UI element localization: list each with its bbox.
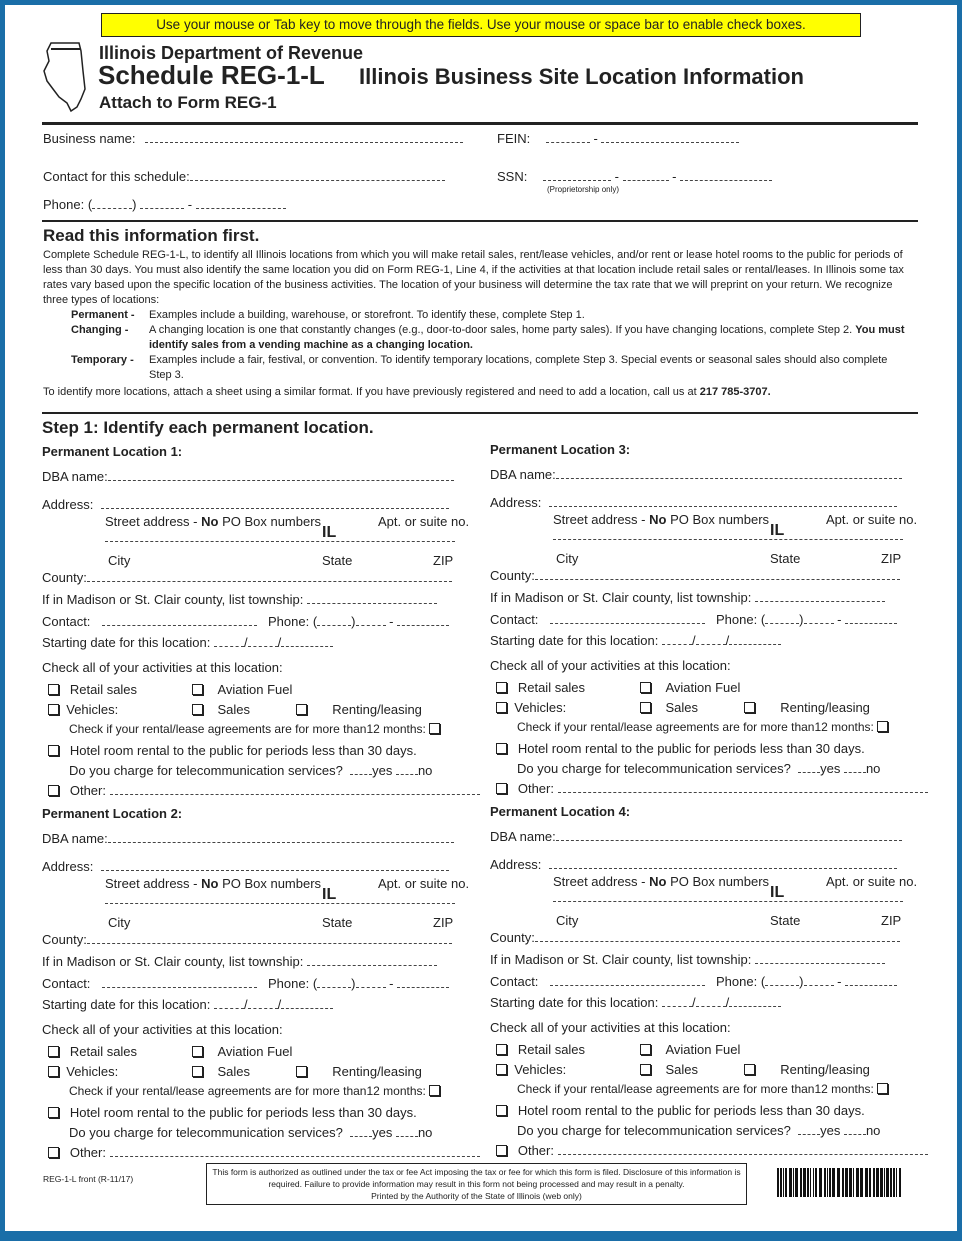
type-term: Temporary - (71, 354, 134, 366)
barcode-bar (810, 1168, 811, 1197)
location-title: Permanent Location 4: (490, 804, 631, 819)
start-date-field[interactable]: Starting date for this location: / / (42, 635, 333, 650)
city-hint: City (108, 915, 131, 930)
address-field[interactable]: Address: (490, 857, 897, 872)
check-all-label: Check all of your activities at this location: (490, 1020, 731, 1035)
dba-field[interactable]: DBA name: (490, 829, 902, 844)
phone-field[interactable]: Phone: ( ) - (268, 614, 449, 629)
other-checkbox[interactable]: Other: (48, 783, 480, 798)
dba-field[interactable]: DBA name: (42, 831, 454, 846)
type-term: Changing - (71, 324, 129, 336)
barcode-bar (793, 1168, 794, 1197)
apt-hint: Apt. or suite no. (378, 514, 470, 529)
legal-notice (206, 1163, 747, 1205)
barcode-bar (813, 1168, 814, 1197)
step1-heading: Step 1: Identify each permanent location. (42, 418, 374, 437)
printed-by: Printed by the Authority of the State of Illinois (web only) (371, 1191, 582, 1201)
retail-sales-checkbox[interactable]: Retail sales (496, 680, 585, 695)
address-field[interactable]: Address: (490, 495, 897, 510)
form-page (5, 5, 957, 1231)
vehicle-renting-checkbox[interactable]: Renting/leasing (744, 1062, 870, 1077)
dba-field[interactable]: DBA name: (490, 467, 902, 482)
barcode-bar (845, 1168, 848, 1197)
barcode-bar (886, 1168, 889, 1197)
retail-sales-checkbox[interactable]: Retail sales (496, 1042, 585, 1057)
zip-hint: ZIP (881, 551, 902, 566)
other-checkbox[interactable]: Other: (48, 1145, 480, 1160)
permanent-location-2 (42, 806, 472, 1166)
barcode-bar (849, 1168, 852, 1197)
state-value: IL (770, 522, 785, 539)
start-date-field[interactable]: Starting date for this location: / / (42, 997, 333, 1012)
retail-sales-checkbox[interactable]: Retail sales (48, 1044, 137, 1059)
telecom-question[interactable]: Do you charge for telecommunication services? yes no (69, 1125, 433, 1140)
type-term: Permanent - (71, 309, 135, 321)
permanent-location-4 (490, 804, 920, 1164)
county-field[interactable]: County: (42, 570, 452, 585)
barcode-bar (893, 1168, 895, 1197)
fein-label: FEIN: (497, 131, 531, 146)
notice-text: This form is authorized as outlined under the tax or fee Act imposing the tax or fee for which this form is filed. Disclosure of this information is required. Failure to provide information may result in this form not being processed and may result in a penalty. (212, 1167, 741, 1189)
barcode-bar (896, 1168, 897, 1197)
barcode-bar (829, 1168, 831, 1197)
type-text: A changing location is one that constantly changes (e.g., door-to-door sales, home party sales). If you have changing locations, complete Step 2. You must identify sales from a vending machine as a changing location. (149, 324, 905, 351)
hotel-rental-checkbox[interactable]: Hotel room rental to the public for periods less than 30 days. (496, 1103, 865, 1118)
apt-hint: Apt. or suite no. (826, 874, 918, 889)
aviation-fuel-checkbox[interactable]: Aviation Fuel (192, 1044, 292, 1059)
phone-field[interactable]: Phone: ( ) - (716, 612, 897, 627)
barcode-bar (890, 1168, 892, 1197)
hotel-rental-checkbox[interactable]: Hotel room rental to the public for periods less than 30 days. (496, 741, 865, 756)
barcode-bar (884, 1168, 885, 1197)
telecom-question[interactable]: Do you charge for telecommunication services? yes no (517, 761, 881, 776)
retail-sales-checkbox[interactable]: Retail sales (48, 682, 137, 697)
barcode-bar (783, 1168, 784, 1197)
start-date-field[interactable]: Starting date for this location: / / (490, 633, 781, 648)
apt-hint: Apt. or suite no. (826, 512, 918, 527)
barcode-bar (815, 1168, 817, 1197)
county-field[interactable]: County: (490, 930, 900, 945)
info-heading: Read this information first. (43, 226, 260, 245)
check-all-label: Check all of your activities at this location: (42, 1022, 283, 1037)
over-12-months-checkbox[interactable]: Check if your rental/lease agreements are for more than12 months: (517, 1082, 888, 1096)
type-changing (71, 323, 911, 353)
city-state-zip-field[interactable] (105, 524, 455, 542)
type-text: Examples include a building, warehouse, or storefront. To identify these, complete Step 1. (149, 309, 585, 321)
city-hint: City (556, 551, 579, 566)
vehicles-checkbox[interactable]: Vehicles: (496, 1062, 566, 1077)
info-intro: Complete Schedule REG-1-L, to identify all Illinois locations from which you will make retail sales, rent/lease vehicles, and/or rent or lease hotel rooms to the public for periods of less than 30 days. You must also identify the same location you did on Form REG-1, Line 4, if the activities at that location include retail sales or rental/leases. In Illinois some tax rates vary based upon the specific location of the business activities. The location of your business will determine the tax rate that we will preprint on your return. We recognize three types of locations: (43, 249, 904, 306)
state-hint: State (322, 553, 353, 568)
phone-label: Phone: (43, 197, 85, 212)
zip-hint: ZIP (433, 915, 454, 930)
county-field[interactable]: County: (490, 568, 900, 583)
contact-field[interactable]: Contact: (490, 974, 705, 989)
street-hint: Street address - No PO Box numbers (553, 874, 770, 889)
barcode-bar (780, 1168, 782, 1197)
city-state-zip-field[interactable] (553, 884, 903, 902)
vehicle-renting-checkbox[interactable]: Renting/leasing (744, 700, 870, 715)
location-types (71, 308, 911, 383)
barcode-bar (842, 1168, 844, 1197)
barcode-bar (880, 1168, 883, 1197)
state-value: IL (322, 524, 337, 541)
contact-field[interactable]: Contact: (42, 976, 257, 991)
other-checkbox[interactable]: Other: (496, 781, 928, 796)
aviation-fuel-checkbox[interactable]: Aviation Fuel (640, 680, 740, 695)
location-title: Permanent Location 2: (42, 806, 183, 821)
apt-hint: Apt. or suite no. (378, 876, 470, 891)
state-hint: State (770, 913, 801, 928)
contact-field[interactable] (43, 169, 445, 184)
telecom-question[interactable]: Do you charge for telecommunication services? yes no (69, 763, 433, 778)
barcode-bar (803, 1168, 806, 1197)
aviation-fuel-checkbox[interactable]: Aviation Fuel (640, 1042, 740, 1057)
divider (42, 412, 918, 414)
township-field[interactable]: If in Madison or St. Clair county, list township: (490, 952, 885, 967)
state-hint: State (770, 551, 801, 566)
barcode-bar (824, 1168, 826, 1197)
over-12-months-checkbox[interactable]: Check if your rental/lease agreements are for more than12 months: (69, 722, 440, 736)
vehicles-checkbox[interactable]: Vehicles: (48, 702, 118, 717)
illinois-map-icon (41, 41, 89, 113)
contact-label: Contact for this schedule: (43, 169, 190, 184)
contact-field[interactable]: Contact: (42, 614, 257, 629)
vehicle-sales-checkbox[interactable]: Sales (192, 702, 250, 717)
ssn-label: SSN: (497, 169, 528, 184)
divider (42, 220, 918, 222)
city-hint: City (556, 913, 579, 928)
location-title: Permanent Location 1: (42, 444, 183, 459)
check-all-label: Check all of your activities at this location: (42, 660, 283, 675)
barcode-bar (807, 1168, 809, 1197)
more-locations-note: To identify more locations, attach a sheet using a similar format. If you have previously registered and need to add a location, call us at 217 785-3707. (43, 386, 771, 398)
check-all-label: Check all of your activities at this location: (490, 658, 731, 673)
phone-field[interactable]: Phone: ( ) - (43, 197, 286, 212)
city-state-zip-field[interactable] (105, 886, 455, 904)
business-name-label: Business name: (43, 131, 136, 146)
city-hint: City (108, 553, 131, 568)
aviation-fuel-checkbox[interactable]: Aviation Fuel (192, 682, 292, 697)
barcode-bar (777, 1168, 779, 1197)
state-hint: State (322, 915, 353, 930)
ssn-field[interactable]: SSN: - - (497, 169, 772, 184)
zip-hint: ZIP (881, 913, 902, 928)
form-title: Illinois Business Site Location Information (359, 64, 804, 89)
agency-name: Illinois Department of Revenue (99, 43, 364, 63)
type-text: Examples include a fair, festival, or convention. To identify temporary locations, complete Step 3. Special events or seasonal sales should also complete Step 3. (149, 354, 888, 381)
hotel-rental-checkbox[interactable]: Hotel room rental to the public for periods less than 30 days. (48, 743, 417, 758)
street-hint: Street address - No PO Box numbers (105, 514, 322, 529)
barcode-bar (899, 1168, 901, 1197)
barcode-bar (795, 1168, 798, 1197)
phone-field[interactable]: Phone: ( ) - (268, 976, 449, 991)
vehicles-checkbox[interactable]: Vehicles: (48, 1064, 118, 1079)
barcode-bar (785, 1168, 787, 1197)
permanent-location-1 (42, 444, 472, 804)
city-state-zip-field[interactable] (553, 522, 903, 540)
business-name-field[interactable] (43, 131, 463, 146)
fein-field[interactable]: FEIN: - (497, 131, 739, 146)
divider (42, 122, 918, 125)
vehicle-sales-checkbox[interactable]: Sales (640, 1062, 698, 1077)
type-permanent (71, 308, 911, 323)
barcode-bar (837, 1168, 840, 1197)
vehicle-sales-checkbox[interactable]: Sales (192, 1064, 250, 1079)
permanent-location-3 (490, 442, 920, 802)
barcode-bar (853, 1168, 854, 1197)
state-value: IL (322, 886, 337, 903)
township-field[interactable]: If in Madison or St. Clair county, list township: (42, 954, 437, 969)
township-field[interactable]: If in Madison or St. Clair county, list township: (490, 590, 885, 605)
contact-phone: 217 785-3707. (699, 386, 771, 398)
location-title: Permanent Location 3: (490, 442, 631, 457)
instruction-banner: Use your mouse or Tab key to move through the fields. Use your mouse or space bar to enable check boxes. (101, 13, 861, 37)
barcode-bar (865, 1168, 868, 1197)
vehicles-checkbox[interactable]: Vehicles: (496, 700, 566, 715)
phone-field[interactable]: Phone: ( ) - (716, 974, 897, 989)
zip-hint: ZIP (433, 553, 454, 568)
contact-field[interactable]: Contact: (490, 612, 705, 627)
attach-note: Attach to Form REG-1 (99, 93, 277, 112)
barcode-bar (789, 1168, 792, 1197)
schedule-id: Schedule REG-1-L (98, 60, 325, 90)
barcode-bar (819, 1168, 822, 1197)
barcode-bar (800, 1168, 802, 1197)
form-id: REG-1-L front (R-11/17) (43, 1174, 134, 1184)
address-field[interactable]: Address: (42, 859, 449, 874)
barcode-bar (827, 1168, 828, 1197)
barcode-bar (856, 1168, 859, 1197)
telecom-question[interactable]: Do you charge for telecommunication services? yes no (517, 1123, 881, 1138)
state-value: IL (770, 884, 785, 901)
vehicle-renting-checkbox[interactable]: Renting/leasing (296, 1064, 422, 1079)
vehicle-renting-checkbox[interactable]: Renting/leasing (296, 702, 422, 717)
type-temporary (71, 353, 911, 383)
hotel-rental-checkbox[interactable]: Hotel room rental to the public for periods less than 30 days. (48, 1105, 417, 1120)
vehicle-sales-checkbox[interactable]: Sales (640, 700, 698, 715)
ssn-note: (Proprietorship only) (547, 185, 620, 194)
barcode-bar (869, 1168, 871, 1197)
dba-field[interactable]: DBA name: (42, 469, 454, 484)
street-hint: Street address - No PO Box numbers (105, 876, 322, 891)
township-field[interactable]: If in Madison or St. Clair county, list township: (42, 592, 437, 607)
barcode-bar (873, 1168, 875, 1197)
other-checkbox[interactable]: Other: (496, 1143, 928, 1158)
over-12-months-checkbox[interactable]: Check if your rental/lease agreements are for more than12 months: (517, 720, 888, 734)
county-field[interactable]: County: (42, 932, 452, 947)
barcode-bar (832, 1168, 835, 1197)
barcode-bar (860, 1168, 863, 1197)
street-hint: Street address - No PO Box numbers (553, 512, 770, 527)
barcode-bar (876, 1168, 879, 1197)
over-12-months-checkbox[interactable]: Check if your rental/lease agreements are for more than12 months: (69, 1084, 440, 1098)
start-date-field[interactable]: Starting date for this location: / / (490, 995, 781, 1010)
address-field[interactable]: Address: (42, 497, 449, 512)
barcode (777, 1168, 905, 1197)
